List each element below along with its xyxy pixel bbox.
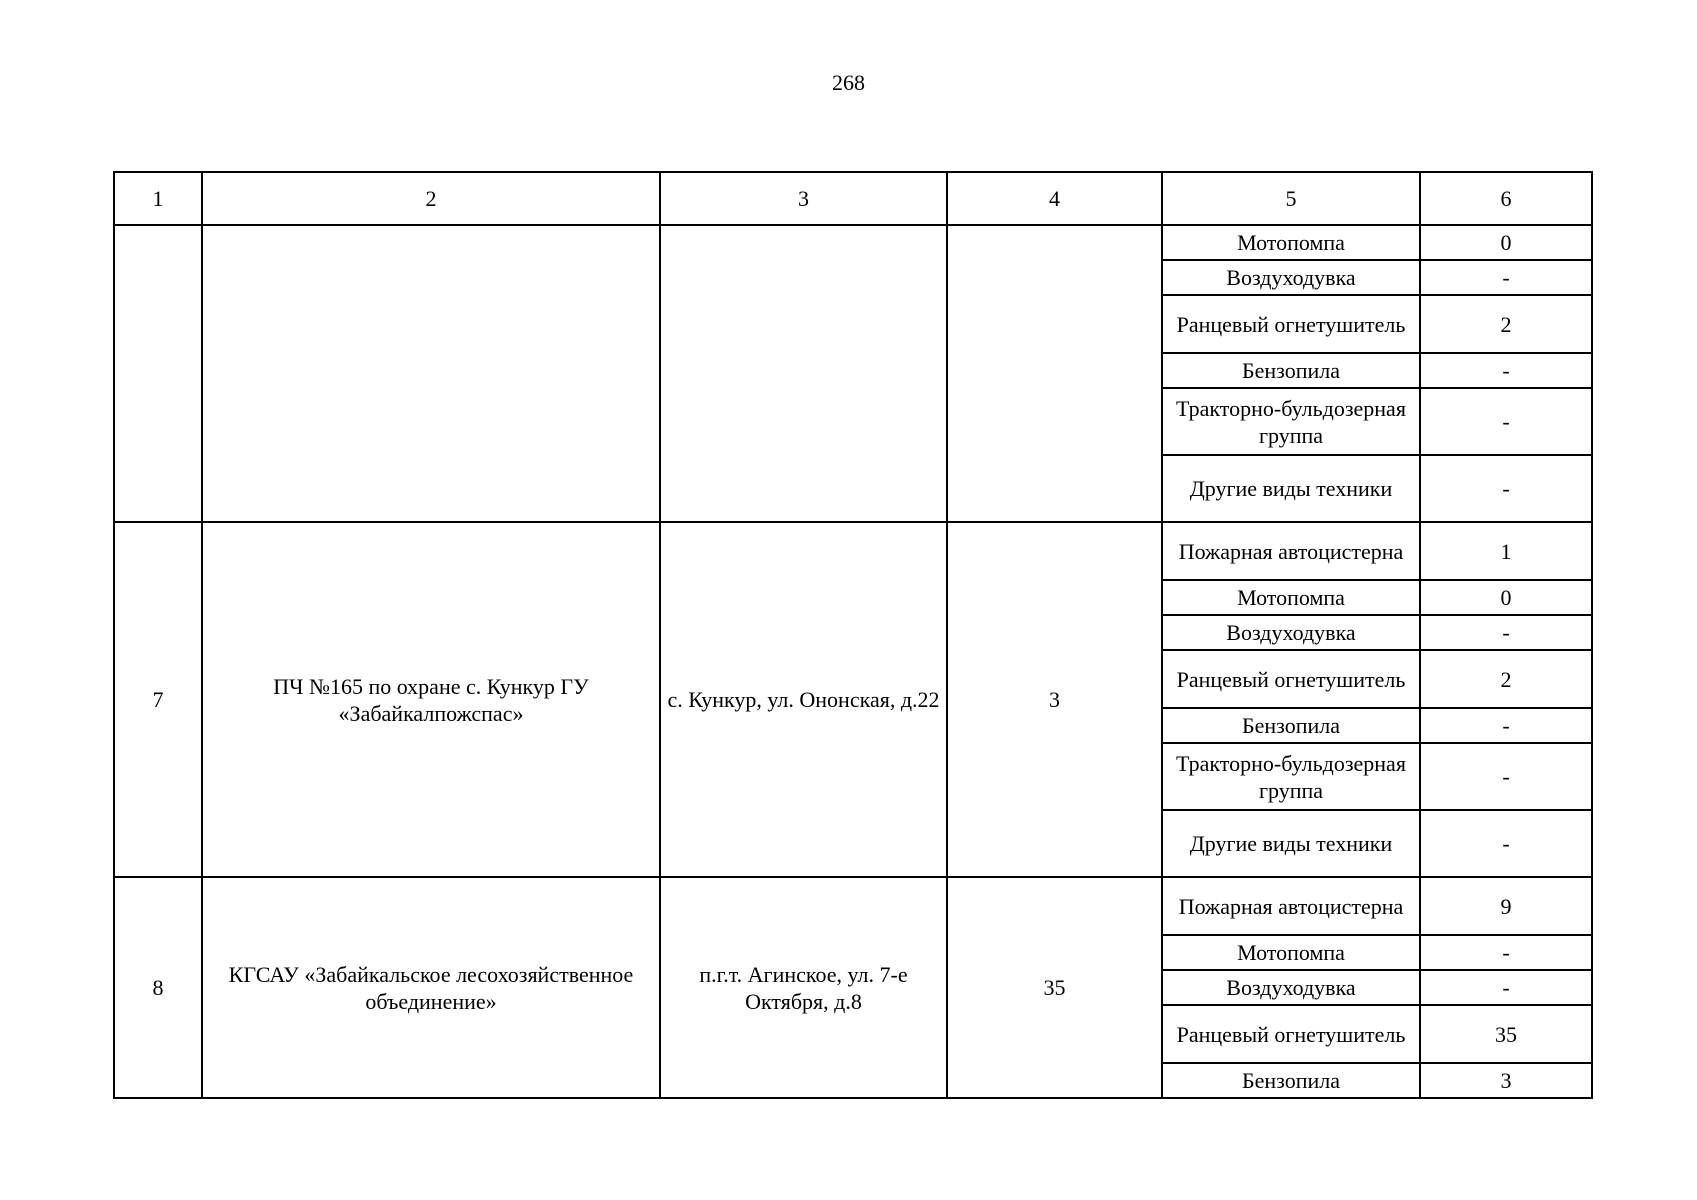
equipment-count: -: [1420, 810, 1592, 877]
equipment-count: -: [1420, 388, 1592, 455]
staff-cell: 35: [947, 877, 1162, 1098]
equipment-name: Мотопомпа: [1162, 225, 1420, 260]
equipment-name: Бензопила: [1162, 708, 1420, 743]
equipment-count: 1: [1420, 522, 1592, 580]
equipment-count: -: [1420, 970, 1592, 1005]
equipment-name: Воздуходувка: [1162, 615, 1420, 650]
row-number: 7: [114, 522, 202, 877]
table-row: [114, 522, 1592, 580]
equipment-count: 2: [1420, 650, 1592, 708]
page-number: 268: [832, 70, 865, 95]
equipment-count: -: [1420, 615, 1592, 650]
equipment-count: 35: [1420, 1005, 1592, 1063]
header-cell: 4: [947, 172, 1162, 225]
equipment-name: Воздуходувка: [1162, 970, 1420, 1005]
equipment-name: Другие виды техники: [1162, 455, 1420, 522]
header-cell: 6: [1420, 172, 1592, 225]
header-cell: 5: [1162, 172, 1420, 225]
row-number: [114, 225, 202, 522]
staff-cell: 3: [947, 522, 1162, 877]
equipment-count: -: [1420, 353, 1592, 388]
equipment-count: -: [1420, 260, 1592, 295]
header-cell: 2: [202, 172, 660, 225]
row-number: 8: [114, 877, 202, 1098]
equipment-name: Мотопомпа: [1162, 580, 1420, 615]
equipment-table: [113, 171, 1593, 1099]
equipment-count: 9: [1420, 877, 1592, 935]
equipment-count: 0: [1420, 225, 1592, 260]
table-row: [114, 877, 1592, 935]
equipment-name: Тракторно-бульдозерная группа: [1162, 743, 1420, 810]
equipment-count: -: [1420, 743, 1592, 810]
address-cell: [660, 225, 947, 522]
equipment-name: Пожарная автоцистерна: [1162, 877, 1420, 935]
equipment-count: -: [1420, 935, 1592, 970]
equipment-name: Тракторно-бульдозерная группа: [1162, 388, 1420, 455]
equipment-count: 3: [1420, 1063, 1592, 1098]
equipment-name: Другие виды техники: [1162, 810, 1420, 877]
equipment-name: Ранцевый огнетушитель: [1162, 295, 1420, 353]
equipment-name: Ранцевый огнетушитель: [1162, 1005, 1420, 1063]
equipment-count: 0: [1420, 580, 1592, 615]
organization-cell: КГСАУ «Забайкальское лесохозяйственное объединение»: [202, 877, 660, 1098]
equipment-count: 2: [1420, 295, 1592, 353]
header-cell: 1: [114, 172, 202, 225]
staff-cell: [947, 225, 1162, 522]
equipment-name: Мотопомпа: [1162, 935, 1420, 970]
address-cell: с. Кункур, ул. Ононская, д.22: [660, 522, 947, 877]
equipment-count: -: [1420, 708, 1592, 743]
equipment-name: Бензопила: [1162, 353, 1420, 388]
table-row: [114, 225, 1592, 260]
organization-cell: [202, 225, 660, 522]
equipment-name: Бензопила: [1162, 1063, 1420, 1098]
equipment-name: Пожарная автоцистерна: [1162, 522, 1420, 580]
equipment-count: -: [1420, 455, 1592, 522]
address-cell: п.г.т. Агинское, ул. 7-е Октября, д.8: [660, 877, 947, 1098]
equipment-name: Воздуходувка: [1162, 260, 1420, 295]
header-cell: 3: [660, 172, 947, 225]
header-row: [114, 172, 1592, 225]
organization-cell: ПЧ №165 по охране с. Кункур ГУ «Забайкалпожспас»: [202, 522, 660, 877]
equipment-name: Ранцевый огнетушитель: [1162, 650, 1420, 708]
